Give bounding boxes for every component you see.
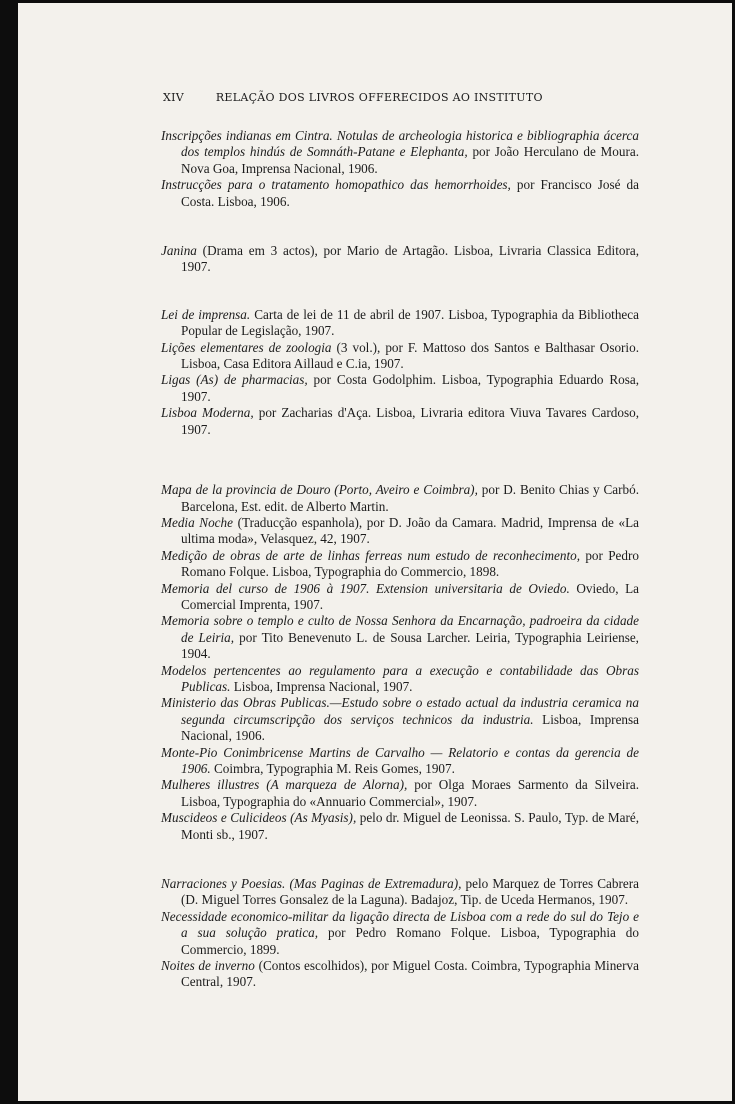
entry-details: pelo dr. Miguel de Leonissa. S. Paulo, Typ. de Maré, Monti sb., 1907.	[181, 810, 640, 842]
entry-details: por Tito Benevenuto L. de Sousa Larcher. Leiria, Typographia Leiriense, 1904.	[181, 629, 639, 662]
entry-details: Lisboa, Imprensa Nacional, 1907.	[230, 678, 413, 694]
entry-title: Mapa de la provincia de Douro (Porto, Aveiro e Coimbra),	[161, 482, 478, 498]
list-entry	[161, 177, 639, 210]
entry-details: Oviedo, La Comercial Imprenta, 1907.	[181, 580, 640, 612]
entry-title: Ministerio das Obras Publicas.—Estudo sobre o estado actual da industria ceramica na segunda circumscripção dos serviços technicos da industria.	[161, 695, 639, 727]
entry-title: Mulheres illustres (A marqueza de Alorna),	[161, 777, 408, 793]
list-entry	[161, 876, 639, 909]
entry-details: por Pedro Romano Folque. Lisboa, Typographia do Commercio, 1899.	[181, 925, 639, 957]
list-entry	[161, 581, 639, 614]
entry-details: Coimbra, Typographia M. Reis Gomes, 1907.	[210, 761, 455, 776]
list-entry	[161, 958, 639, 991]
entry-title: Lições elementares de zoologia	[161, 339, 332, 355]
list-entry	[161, 405, 639, 438]
entry-details: (Traducção espanhola), por D. João da Camara. Madrid, Imprensa de «La ultima moda», Velasquez, 42, 1907.	[181, 514, 639, 547]
list-entry	[161, 909, 639, 958]
entry-title: Memoria del curso de 1906 à 1907. Extension universitaria de Oviedo.	[161, 580, 570, 596]
entry-title: Memoria sobre o templo e culto de Nossa Senhora da Encarnação, padroeira da cidade de Leiria,	[161, 613, 639, 645]
entry-details: por Olga Moraes Sarmento da Silveira. Lisboa, Typographia do «Annuario Commercial», 1907.	[181, 777, 639, 809]
entry-title: Inscripções indianas em Cintra. Notulas de archeologia historica e bibliographia ácerca dos templos hindús de Somnáth-Patane e Elephanta,	[161, 128, 639, 160]
section-n	[161, 876, 639, 991]
entry-details: por D. Benito Chias y Carbó. Barcelona, Est. edit. de Alberto Martin.	[181, 482, 639, 514]
entry-title: Instrucções para o tratamento homopathico das hemorrhoides,	[161, 177, 511, 193]
entry-title: Monte-Pio Conimbricense Martins de Carvalho — Relatorio e contas da gerencia de 1906.	[161, 744, 639, 776]
list-entry	[161, 613, 639, 662]
entry-details: por Costa Godolphim. Lisboa, Typographia Eduardo Rosa, 1907.	[181, 372, 639, 404]
entry-title: Janina	[161, 243, 197, 259]
entry-details: por Francisco José da Costa. Lisboa, 1906.	[181, 177, 639, 209]
list-entry	[161, 745, 639, 778]
entry-title: Noites de inverno	[161, 958, 255, 974]
section-l	[161, 307, 639, 438]
entry-title: Ligas (As) de pharmacias,	[161, 372, 308, 388]
section-m	[161, 482, 639, 843]
entry-title: Muscideos e Culicideos (As Myasis),	[161, 810, 357, 826]
list-entry	[161, 307, 639, 340]
list-entry	[161, 128, 639, 177]
entry-details: (Contos escolhidos), por Miguel Costa. Coimbra, Typographia Minerva Central, 1907.	[181, 958, 639, 990]
entry-title: Medição de obras de arte de linhas ferreas num estudo de reconhecimento,	[161, 547, 580, 563]
running-title: RELAÇÃO DOS LIVROS OFFERECIDOS AO INSTITUTO	[215, 91, 543, 104]
entry-title: Modelos pertencentes ao regulamento para a execução e contabilidade das Obras Publicas.	[161, 662, 639, 694]
entry-details: (Drama em 3 actos), por Mario de Artagão. Lisboa, Livraria Classica Editora, 1907.	[181, 243, 639, 275]
entry-details: (3 vol.), por F. Mattoso dos Santos e Balthasar Osorio. Lisboa, Casa Editora Aillaud e C.ia, 1907.	[181, 339, 639, 372]
list-entry	[161, 515, 639, 548]
entry-title: Media Noche	[161, 514, 233, 530]
list-entry	[161, 777, 639, 810]
section-j	[161, 243, 639, 276]
list-entry	[161, 695, 639, 744]
entry-title: Necessidade economico-militar da ligação directa de Lisboa com a rede do sul do Tejo e a sua solução pratica,	[161, 908, 639, 941]
book-list	[161, 128, 639, 1022]
entry-details: por Zacharias d'Aça. Lisboa, Livraria editora Viuva Tavares Cardoso, 1907.	[181, 405, 639, 437]
entry-details: por João Herculano de Moura. Nova Goa, Imprensa Nacional, 1906.	[181, 144, 640, 176]
list-entry	[161, 810, 639, 843]
list-entry	[161, 482, 639, 515]
entry-details: Lisboa, Imprensa Nacional, 1906.	[181, 711, 639, 744]
list-entry	[161, 663, 639, 696]
entry-details: pelo Marquez de Torres Cabrera (D. Miguel Torres Gonsalez de la Laguna). Badajoz, Tip. de Uceda Hermanos, 1907.	[181, 876, 639, 908]
list-entry	[161, 548, 639, 581]
list-entry	[161, 243, 639, 276]
page-number: XIV	[163, 91, 185, 104]
entry-title: Lisboa Moderna,	[161, 405, 254, 421]
running-header	[163, 91, 543, 104]
entry-title: Lei de imprensa.	[161, 306, 251, 322]
entry-title: Narraciones y Poesias. (Mas Paginas de Extremadura),	[161, 876, 462, 892]
section-i	[161, 128, 639, 210]
entry-details: por Pedro Romano Folque. Lisboa, Typographia do Commercio, 1898.	[181, 547, 639, 580]
list-entry	[161, 372, 639, 405]
entry-details: Carta de lei de 11 de abril de 1907. Lisboa, Typographia da Bibliotheca Popular de Legislação, 1907.	[181, 306, 639, 339]
list-entry	[161, 340, 639, 373]
